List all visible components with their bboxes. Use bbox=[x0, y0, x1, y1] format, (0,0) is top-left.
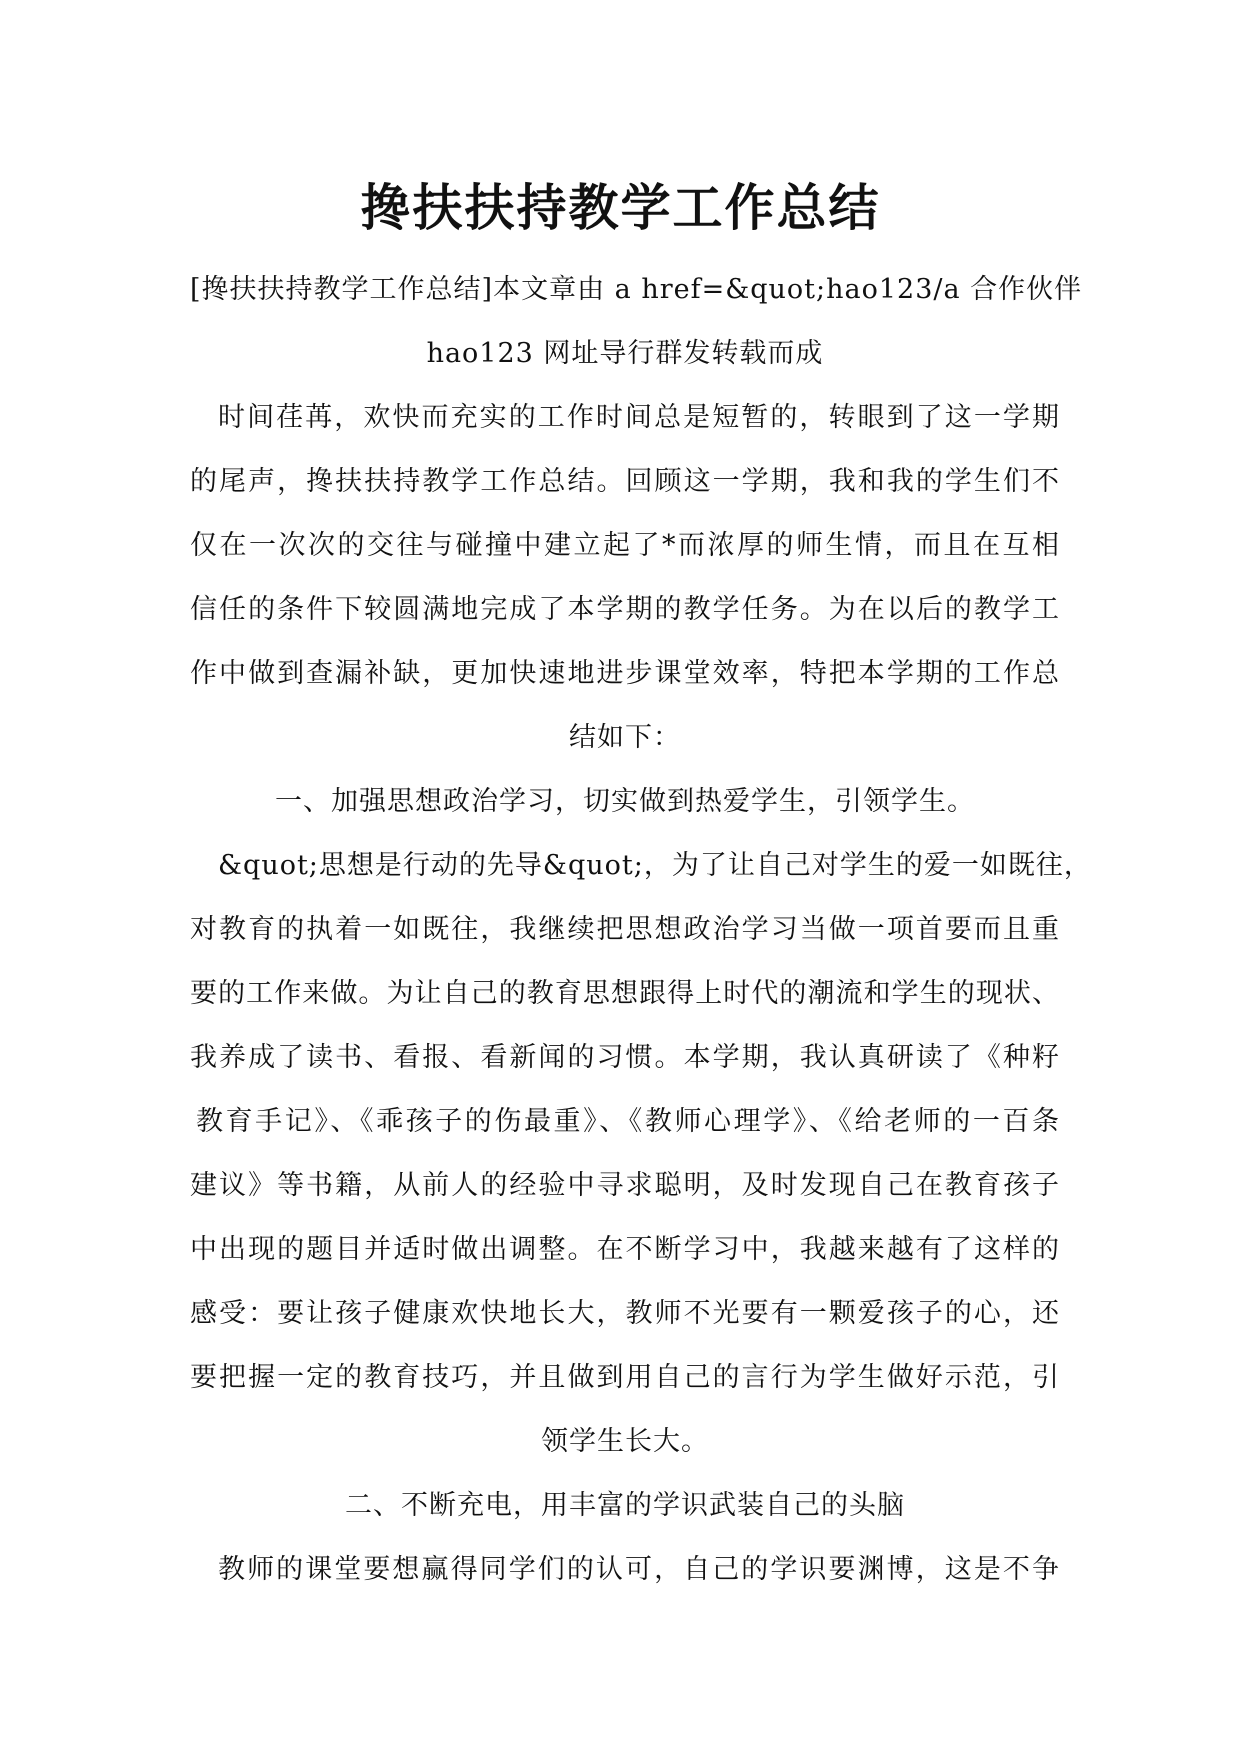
source-line-2: hao123 网址导行群发转载而成 bbox=[426, 338, 824, 369]
section-heading-2: 二、不断充电，用丰富的学识武装自己的头脑 bbox=[345, 1490, 905, 1521]
paragraph-line-end: 结如下： bbox=[569, 722, 681, 753]
paragraph-line: 对教育的执着一如既往，我继续把思想政治学习当做一项首要而且重 bbox=[190, 914, 1060, 945]
paragraph-line: 教师的课堂要想赢得同学们的认可，自己的学识要渊博，这是不争 bbox=[218, 1554, 1060, 1585]
paragraph-line: 的尾声，搀扶扶持教学工作总结。回顾这一学期，我和我的学生们不 bbox=[190, 466, 1060, 497]
document-body bbox=[190, 258, 1092, 1602]
document-title: 搀扶扶持教学工作总结 bbox=[360, 178, 881, 237]
section-heading-1: 一、加强思想政治学习，切实做到热爱学生，引领学生。 bbox=[275, 786, 975, 817]
source-line-1: [搀扶扶持教学工作总结]本文章由 a href=&quot;hao123/a 合作伙伴 bbox=[190, 274, 1083, 305]
paragraph-line: &quot;思想是行动的先导&quot;，为了让自己对学生的爱一如既往， bbox=[218, 850, 1092, 881]
paragraph-line: 建议》等书籍，从前人的经验中寻求聪明，及时发现自己在教育孩子 bbox=[190, 1170, 1060, 1201]
paragraph-line: 感受：要让孩子健康欢快地长大，教师不光要有一颗爱孩子的心，还 bbox=[190, 1298, 1060, 1329]
paragraph-line: 要把握一定的教育技巧，并且做到用自己的言行为学生做好示范，引 bbox=[190, 1362, 1060, 1393]
paragraph-line: 时间荏苒，欢快而充实的工作时间总是短暂的，转眼到了这一学期 bbox=[218, 402, 1060, 433]
paragraph-line: 要的工作来做。为让自己的教育思想跟得上时代的潮流和学生的现状、 bbox=[190, 978, 1060, 1009]
paragraph-line: 仅在一次次的交往与碰撞中建立起了*而浓厚的师生情，而且在互相 bbox=[190, 530, 1060, 561]
paragraph-line: 作中做到查漏补缺，更加快速地进步课堂效率，特把本学期的工作总 bbox=[190, 658, 1060, 689]
paragraph-line: 教育手记》、《乖孩子的伤最重》、《教师心理学》、《给老师的一百条 bbox=[196, 1106, 1060, 1137]
paragraph-line: 中出现的题目并适时做出调整。在不断学习中，我越来越有了这样的 bbox=[190, 1234, 1060, 1265]
paragraph-line: 信任的条件下较圆满地完成了本学期的教学任务。为在以后的教学工 bbox=[190, 594, 1060, 625]
paragraph-line: 我养成了读书、看报、看新闻的习惯。本学期，我认真研读了《种籽 bbox=[190, 1042, 1060, 1073]
paragraph-line-end: 领学生长大。 bbox=[541, 1426, 709, 1457]
